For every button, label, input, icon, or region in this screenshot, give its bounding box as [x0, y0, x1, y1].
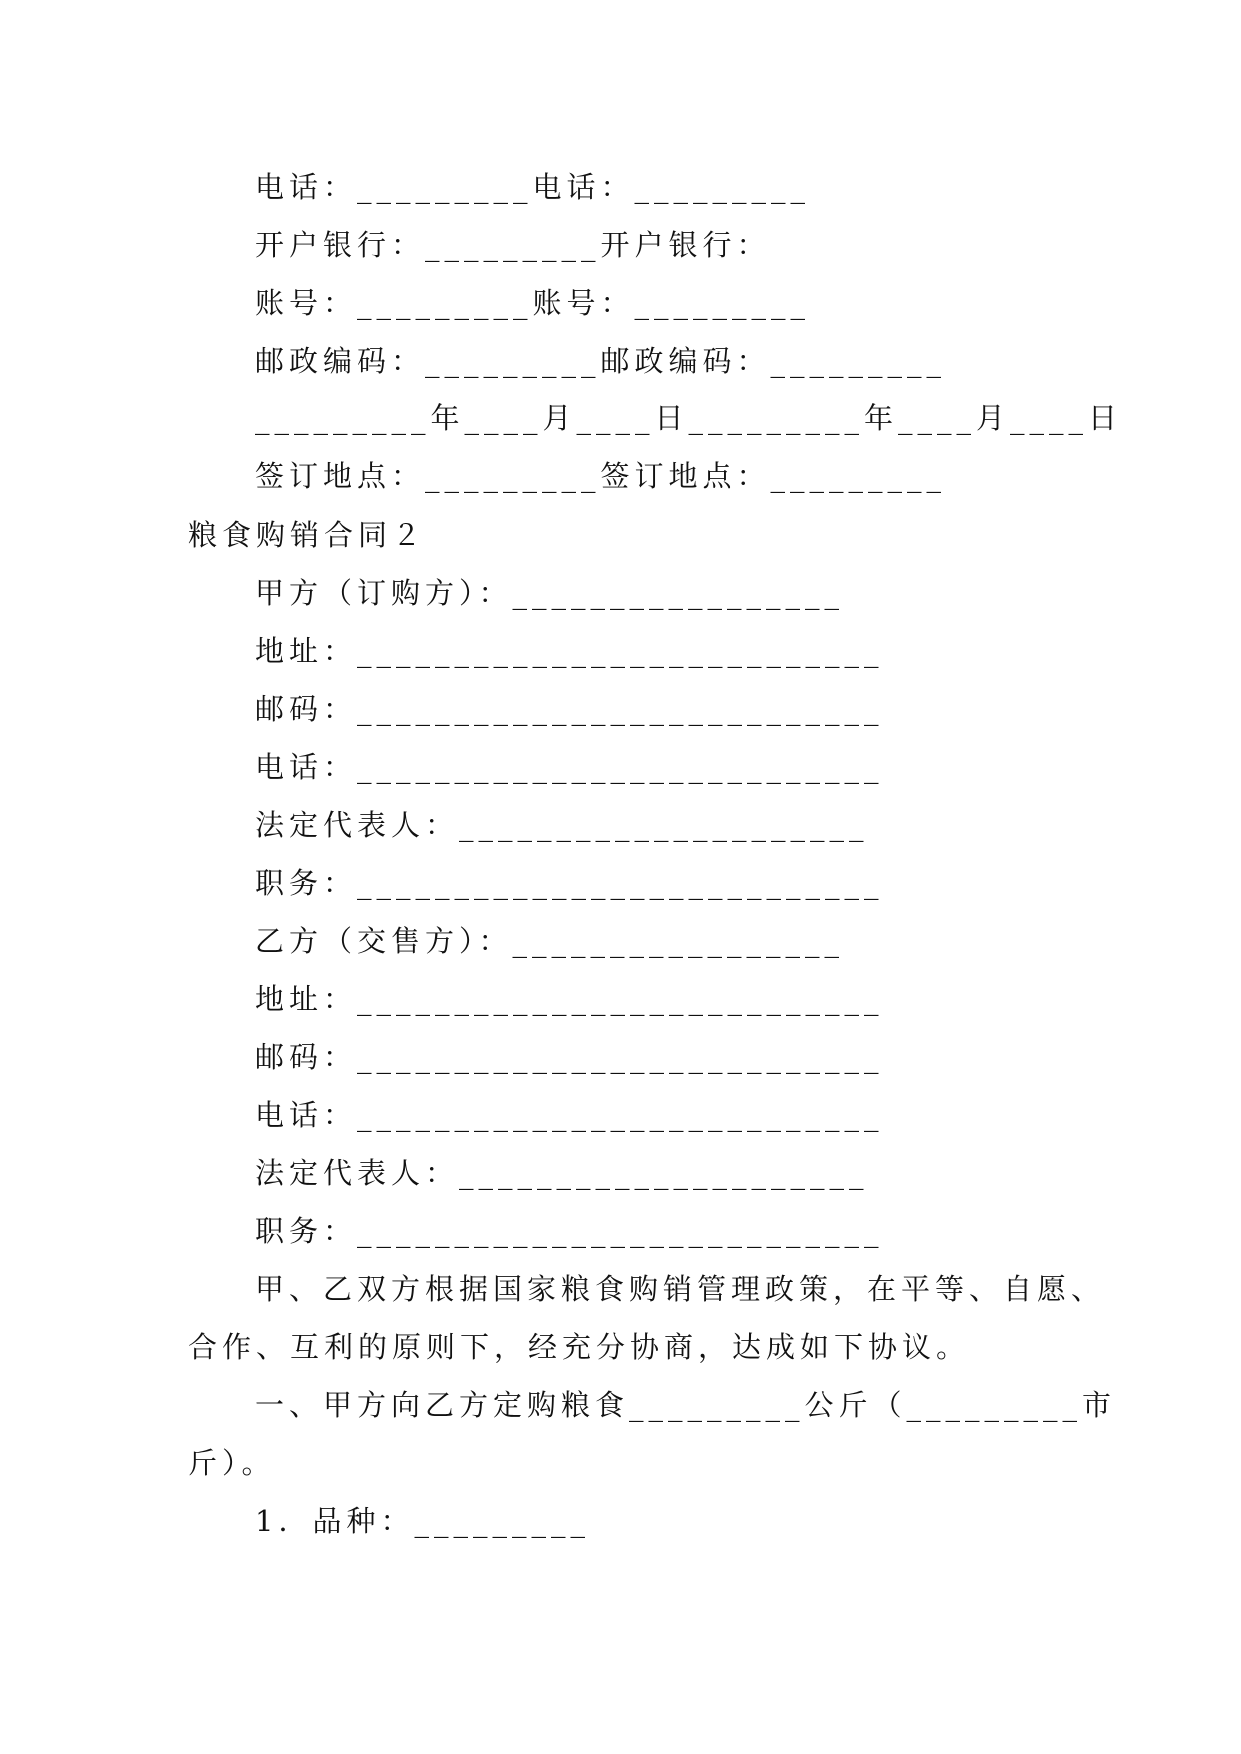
party-a-line: 甲方（订购方）：_________________	[255, 576, 845, 610]
signing-place-line: 签订地点：_________签订地点：_________	[255, 459, 947, 493]
bank-line: 开户银行：_________开户银行：	[255, 228, 771, 262]
clause-one-line-1: 一、甲方向乙方定购粮食_________公斤（_________市	[255, 1388, 1117, 1422]
postal-code-line: 邮政编码：_________邮政编码：_________	[255, 344, 947, 378]
party-b-position: 职务：___________________________	[255, 1214, 884, 1248]
party-b-legal-rep: 法定代表人：_____________________	[255, 1156, 869, 1190]
party-a-legal-rep: 法定代表人：_____________________	[255, 808, 869, 842]
party-b-zip: 邮码：___________________________	[255, 1040, 884, 1074]
party-b-address: 地址：___________________________	[255, 982, 884, 1016]
party-a-phone: 电话：___________________________	[255, 750, 884, 784]
party-a-zip: 邮码：___________________________	[255, 692, 884, 726]
phone-line: 电话：_________电话：_________	[255, 170, 811, 204]
contract-title: 粮食购销合同２	[188, 518, 427, 552]
party-b-line: 乙方（交售方）：_________________	[255, 924, 845, 958]
party-b-phone: 电话：___________________________	[255, 1098, 884, 1132]
party-a-address: 地址：___________________________	[255, 634, 884, 668]
account-line: 账号：_________账号：_________	[255, 286, 811, 320]
agreement-paragraph-line-1: 甲、乙双方根据国家粮食购销管理政策，在平等、自愿、	[255, 1272, 1106, 1306]
clause-one-line-2: 斤）。	[188, 1446, 276, 1480]
party-a-position: 职务：___________________________	[255, 866, 884, 900]
date-line: _________年____月____日_________年____月____日	[255, 401, 1123, 435]
variety-line: 1．品种：_________	[255, 1504, 590, 1538]
agreement-paragraph-line-2: 合作、互利的原则下，经充分协商，达成如下协议。	[188, 1330, 971, 1364]
